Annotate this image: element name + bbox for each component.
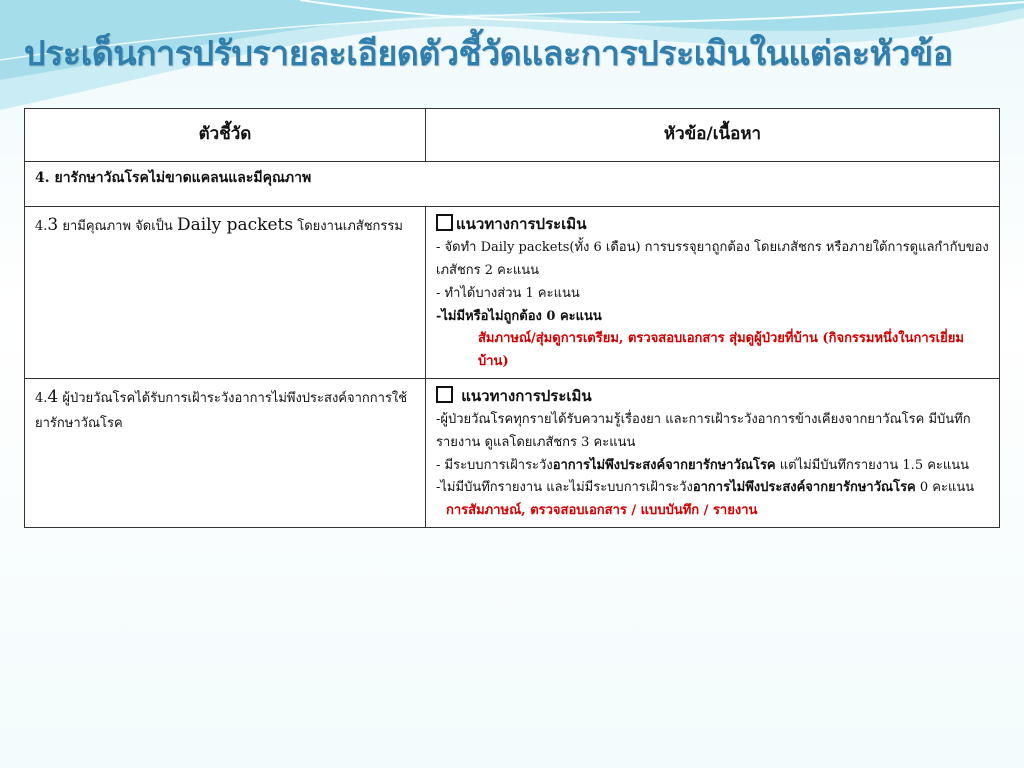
- table-row: [25, 378, 1000, 527]
- indicator-subnumber: 3: [47, 215, 59, 235]
- indicator-text: ผู้ป่วยวัณโรคได้รับการเฝ้าระวังอาการไม่พึงประสงค์จากการใช้ยารักษาวัณโรค: [35, 390, 408, 431]
- assessment-method: การสัมภาษณ์, ตรวจสอบเอกสาร / แบบบันทึก / รายงาน: [446, 503, 758, 518]
- section-row: [25, 162, 1000, 207]
- indicator-cell: [25, 207, 426, 379]
- criteria-line: - ทำได้บางส่วน 1 คะแนน: [436, 285, 580, 301]
- section-label: 4. ยารักษาวัณโรคไม่ขาดแคลนและมีคุณภาพ: [25, 162, 1000, 207]
- header-indicator: ตัวชี้วัด: [25, 109, 426, 162]
- checkbox-icon: [436, 214, 453, 231]
- slide-title: ประเด็นการปรับรายละเอียดตัวชี้วัดและการประเมินในแต่ละหัวข้อ: [24, 34, 953, 74]
- assessment-heading: แนวทางการประเมิน: [436, 383, 989, 409]
- criteria-line: -ผู้ป่วยวัณโรคทุกรายได้รับความรู้เรื่องยา และการเฝ้าระวังอาการข้างเคียงจากยาวัณโรค มีบันทึกรายงาน ดูแลโดยเภสัชกร 3 คะแนน: [436, 412, 971, 450]
- content-cell: [426, 207, 1000, 379]
- indicator-cell: [25, 378, 426, 527]
- table-row: [25, 207, 1000, 379]
- criteria-line: -ไม่มีบันทึกรายงาน และไม่มีระบบการเฝ้าระวังอาการไม่พึงประสงค์จากยารักษาวัณโรค 0 คะแนน: [436, 480, 975, 496]
- assessment-method: สัมภาษณ์/สุ่มดูการเตรียม, ตรวจสอบเอกสาร สุ่มดูผู้ป่วยที่บ้าน (กิจกรรมหนึ่งในการเยี่ยมบ้าน): [478, 331, 964, 369]
- checkbox-icon: [436, 386, 453, 403]
- indicator-number: 4.: [35, 219, 48, 234]
- criteria-line: - จัดทำ Daily packets(ทั้ง 6 เดือน) การบรรจุยาถูกต้อง โดยเภสัชกร หรือภายใต้การดูแลกำกับของ เภสัชกร 2 คะแนน: [436, 240, 989, 278]
- indicator-text-emphasis: Daily packets: [176, 215, 294, 235]
- indicator-subnumber: 4: [47, 386, 59, 407]
- criteria-line: -ไม่มีหรือไม่ถูกต้อง 0 คะแนน: [436, 308, 602, 324]
- indicator-text-end: โดยงานเภสัชกรรม: [293, 219, 403, 234]
- assessment-heading: แนวทางการประเมิน: [436, 211, 989, 237]
- table-header-row: [25, 109, 1000, 162]
- header-content: หัวข้อ/เนื้อหา: [426, 109, 1000, 162]
- criteria-line: - มีระบบการเฝ้าระวังอาการไม่พึงประสงค์จากยารักษาวัณโรค แต่ไม่มีบันทึกรายงาน 1.5 คะแนน: [436, 457, 970, 473]
- assessment-table: [24, 108, 1000, 528]
- indicator-number: 4.: [35, 390, 48, 406]
- indicator-text: ยามีคุณภาพ จัดเป็น: [58, 219, 177, 234]
- content-cell: [426, 378, 1000, 527]
